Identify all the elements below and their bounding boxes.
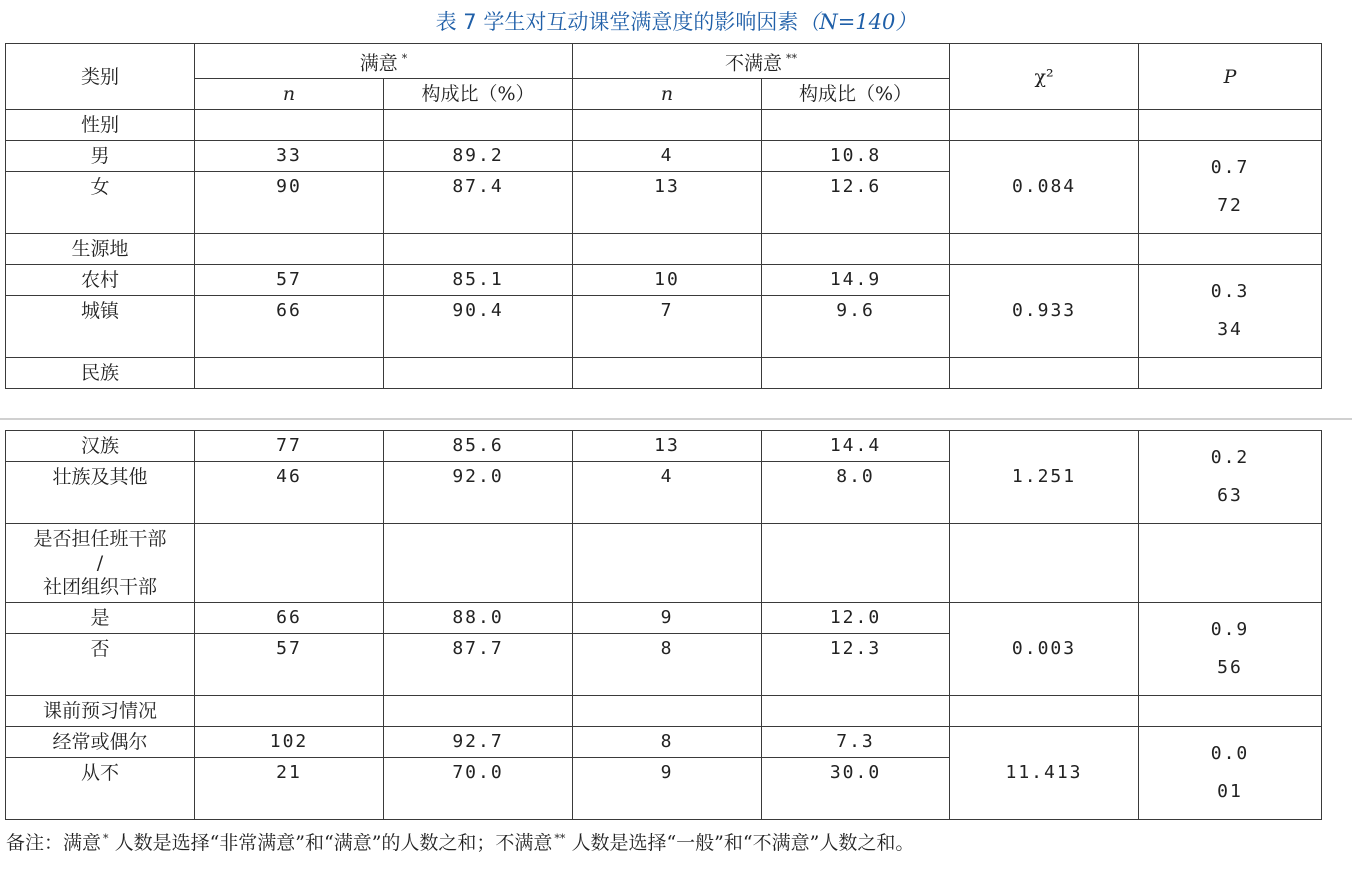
uns-n: 10: [573, 265, 762, 296]
uns-pct: 12.6: [762, 172, 950, 234]
row-label: 是: [6, 603, 195, 634]
group-name: 民族: [6, 358, 195, 389]
results-table-part1: [5, 43, 1322, 389]
header-satisfied-label: 满意: [359, 52, 398, 75]
header-satisfied-mark: *: [401, 52, 408, 65]
chi-value: 0.933: [950, 265, 1139, 358]
p-value: [1139, 431, 1322, 524]
group-name: 性别: [6, 110, 195, 141]
chi-value: 0.003: [950, 603, 1139, 696]
header-unsatisfied-label: 不满意: [725, 52, 783, 75]
group-name: 课前预习情况: [6, 696, 195, 727]
table-row: [6, 727, 1322, 758]
row-label: 经常或偶尔: [6, 727, 195, 758]
uns-n: 9: [573, 603, 762, 634]
header-sat-n: n: [195, 79, 384, 110]
group-name-line3: 社团组织干部: [42, 576, 157, 598]
table-row: [6, 603, 1322, 634]
group-row: [6, 524, 1322, 603]
table-row: [6, 265, 1322, 296]
note-mark2: **: [554, 831, 566, 845]
uns-pct: 30.0: [762, 758, 950, 820]
header-uns-n: n: [573, 79, 762, 110]
sat-pct: 87.4: [384, 172, 573, 234]
sat-pct: 89.2: [384, 141, 573, 172]
header-category: 类别: [6, 44, 195, 110]
uns-pct: 8.0: [762, 462, 950, 524]
table-row: [6, 141, 1322, 172]
header-uns-ratio: 构成比（%）: [762, 79, 950, 110]
p-value-line2: 56: [1217, 657, 1243, 678]
sat-n: 90: [195, 172, 384, 234]
p-value-line1: 0.3: [1210, 281, 1250, 303]
chi-value: 0.084: [950, 141, 1139, 234]
row-label: 女: [6, 172, 195, 234]
sat-n: 77: [195, 431, 384, 462]
chi-value: 1.251: [950, 431, 1139, 524]
sat-pct: 85.6: [384, 431, 573, 462]
table-title-text: 表 7 学生对互动课堂满意度的影响因素: [435, 10, 799, 34]
uns-pct: 9.6: [762, 296, 950, 358]
group-name-line1: 是否担任班干部: [33, 528, 167, 550]
sat-pct: 88.0: [384, 603, 573, 634]
note-mid: 人数是选择“非常满意”和“满意”的人数之和；不满意: [114, 832, 553, 854]
uns-n: 8: [573, 727, 762, 758]
sat-n: 102: [195, 727, 384, 758]
p-value-line2: 63: [1217, 485, 1243, 506]
p-value: [1139, 141, 1322, 234]
sat-n: 66: [195, 296, 384, 358]
table-title-n: （N=140）: [798, 10, 917, 34]
p-value-line1: 0.2: [1210, 447, 1250, 468]
p-value: [1139, 265, 1322, 358]
uns-pct: 12.0: [762, 603, 950, 634]
note-suffix: 人数是选择“一般”和“不满意”人数之和。: [571, 832, 915, 854]
uns-pct: 10.8: [762, 141, 950, 172]
uns-pct: 14.9: [762, 265, 950, 296]
sat-pct: 70.0: [384, 758, 573, 820]
uns-n: 4: [573, 462, 762, 524]
uns-pct: 12.3: [762, 634, 950, 696]
group-row: [6, 358, 1322, 389]
sat-n: 57: [195, 265, 384, 296]
sat-pct: 92.7: [384, 727, 573, 758]
header-p: P: [1139, 44, 1322, 110]
uns-pct: 7.3: [762, 727, 950, 758]
sat-n: 66: [195, 603, 384, 634]
header-unsatisfied-mark: **: [786, 52, 798, 65]
header-chi: χ²: [950, 44, 1139, 110]
row-label: 汉族: [6, 431, 195, 462]
row-label: 农村: [6, 265, 195, 296]
sat-pct: 92.0: [384, 462, 573, 524]
row-label: 否: [6, 634, 195, 696]
row-label: 城镇: [6, 296, 195, 358]
group-row: [6, 696, 1322, 727]
sat-pct: 87.7: [384, 634, 573, 696]
page-divider: [0, 418, 1352, 420]
table-row: [6, 431, 1322, 462]
row-label: 壮族及其他: [6, 462, 195, 524]
group-name: [6, 524, 195, 603]
row-label: 男: [6, 141, 195, 172]
p-value: [1139, 603, 1322, 696]
uns-n: 7: [573, 296, 762, 358]
uns-pct: 14.4: [762, 431, 950, 462]
uns-n: 9: [573, 758, 762, 820]
p-value-line1: 0.0: [1210, 743, 1250, 764]
sat-n: 46: [195, 462, 384, 524]
group-name: 生源地: [6, 234, 195, 265]
results-table-part2: [5, 430, 1322, 820]
sat-pct: 90.4: [384, 296, 573, 358]
group-name-line2: /: [96, 552, 104, 574]
p-value-line2: 34: [1217, 319, 1243, 341]
sat-n: 21: [195, 758, 384, 820]
chi-value: 11.413: [950, 727, 1139, 820]
table-title: [0, 6, 1352, 36]
row-label: 从不: [6, 758, 195, 820]
uns-n: 4: [573, 141, 762, 172]
uns-n: 8: [573, 634, 762, 696]
header-satisfied: [195, 44, 573, 79]
header-unsatisfied: [573, 44, 950, 79]
p-value-line1: 0.7: [1210, 157, 1250, 179]
group-row: [6, 110, 1322, 141]
uns-n: 13: [573, 431, 762, 462]
p-value-line2: 01: [1217, 781, 1243, 802]
note-mark1: *: [103, 831, 109, 845]
group-row: [6, 234, 1322, 265]
sat-pct: 85.1: [384, 265, 573, 296]
header-sat-ratio: 构成比（%）: [384, 79, 573, 110]
p-value: [1139, 727, 1322, 820]
p-value-line2: 72: [1217, 195, 1243, 217]
sat-n: 57: [195, 634, 384, 696]
sat-n: 33: [195, 141, 384, 172]
p-value-line1: 0.9: [1210, 619, 1250, 640]
uns-n: 13: [573, 172, 762, 234]
note-prefix: 备注：满意: [6, 832, 102, 854]
table-footnote: [6, 828, 914, 855]
